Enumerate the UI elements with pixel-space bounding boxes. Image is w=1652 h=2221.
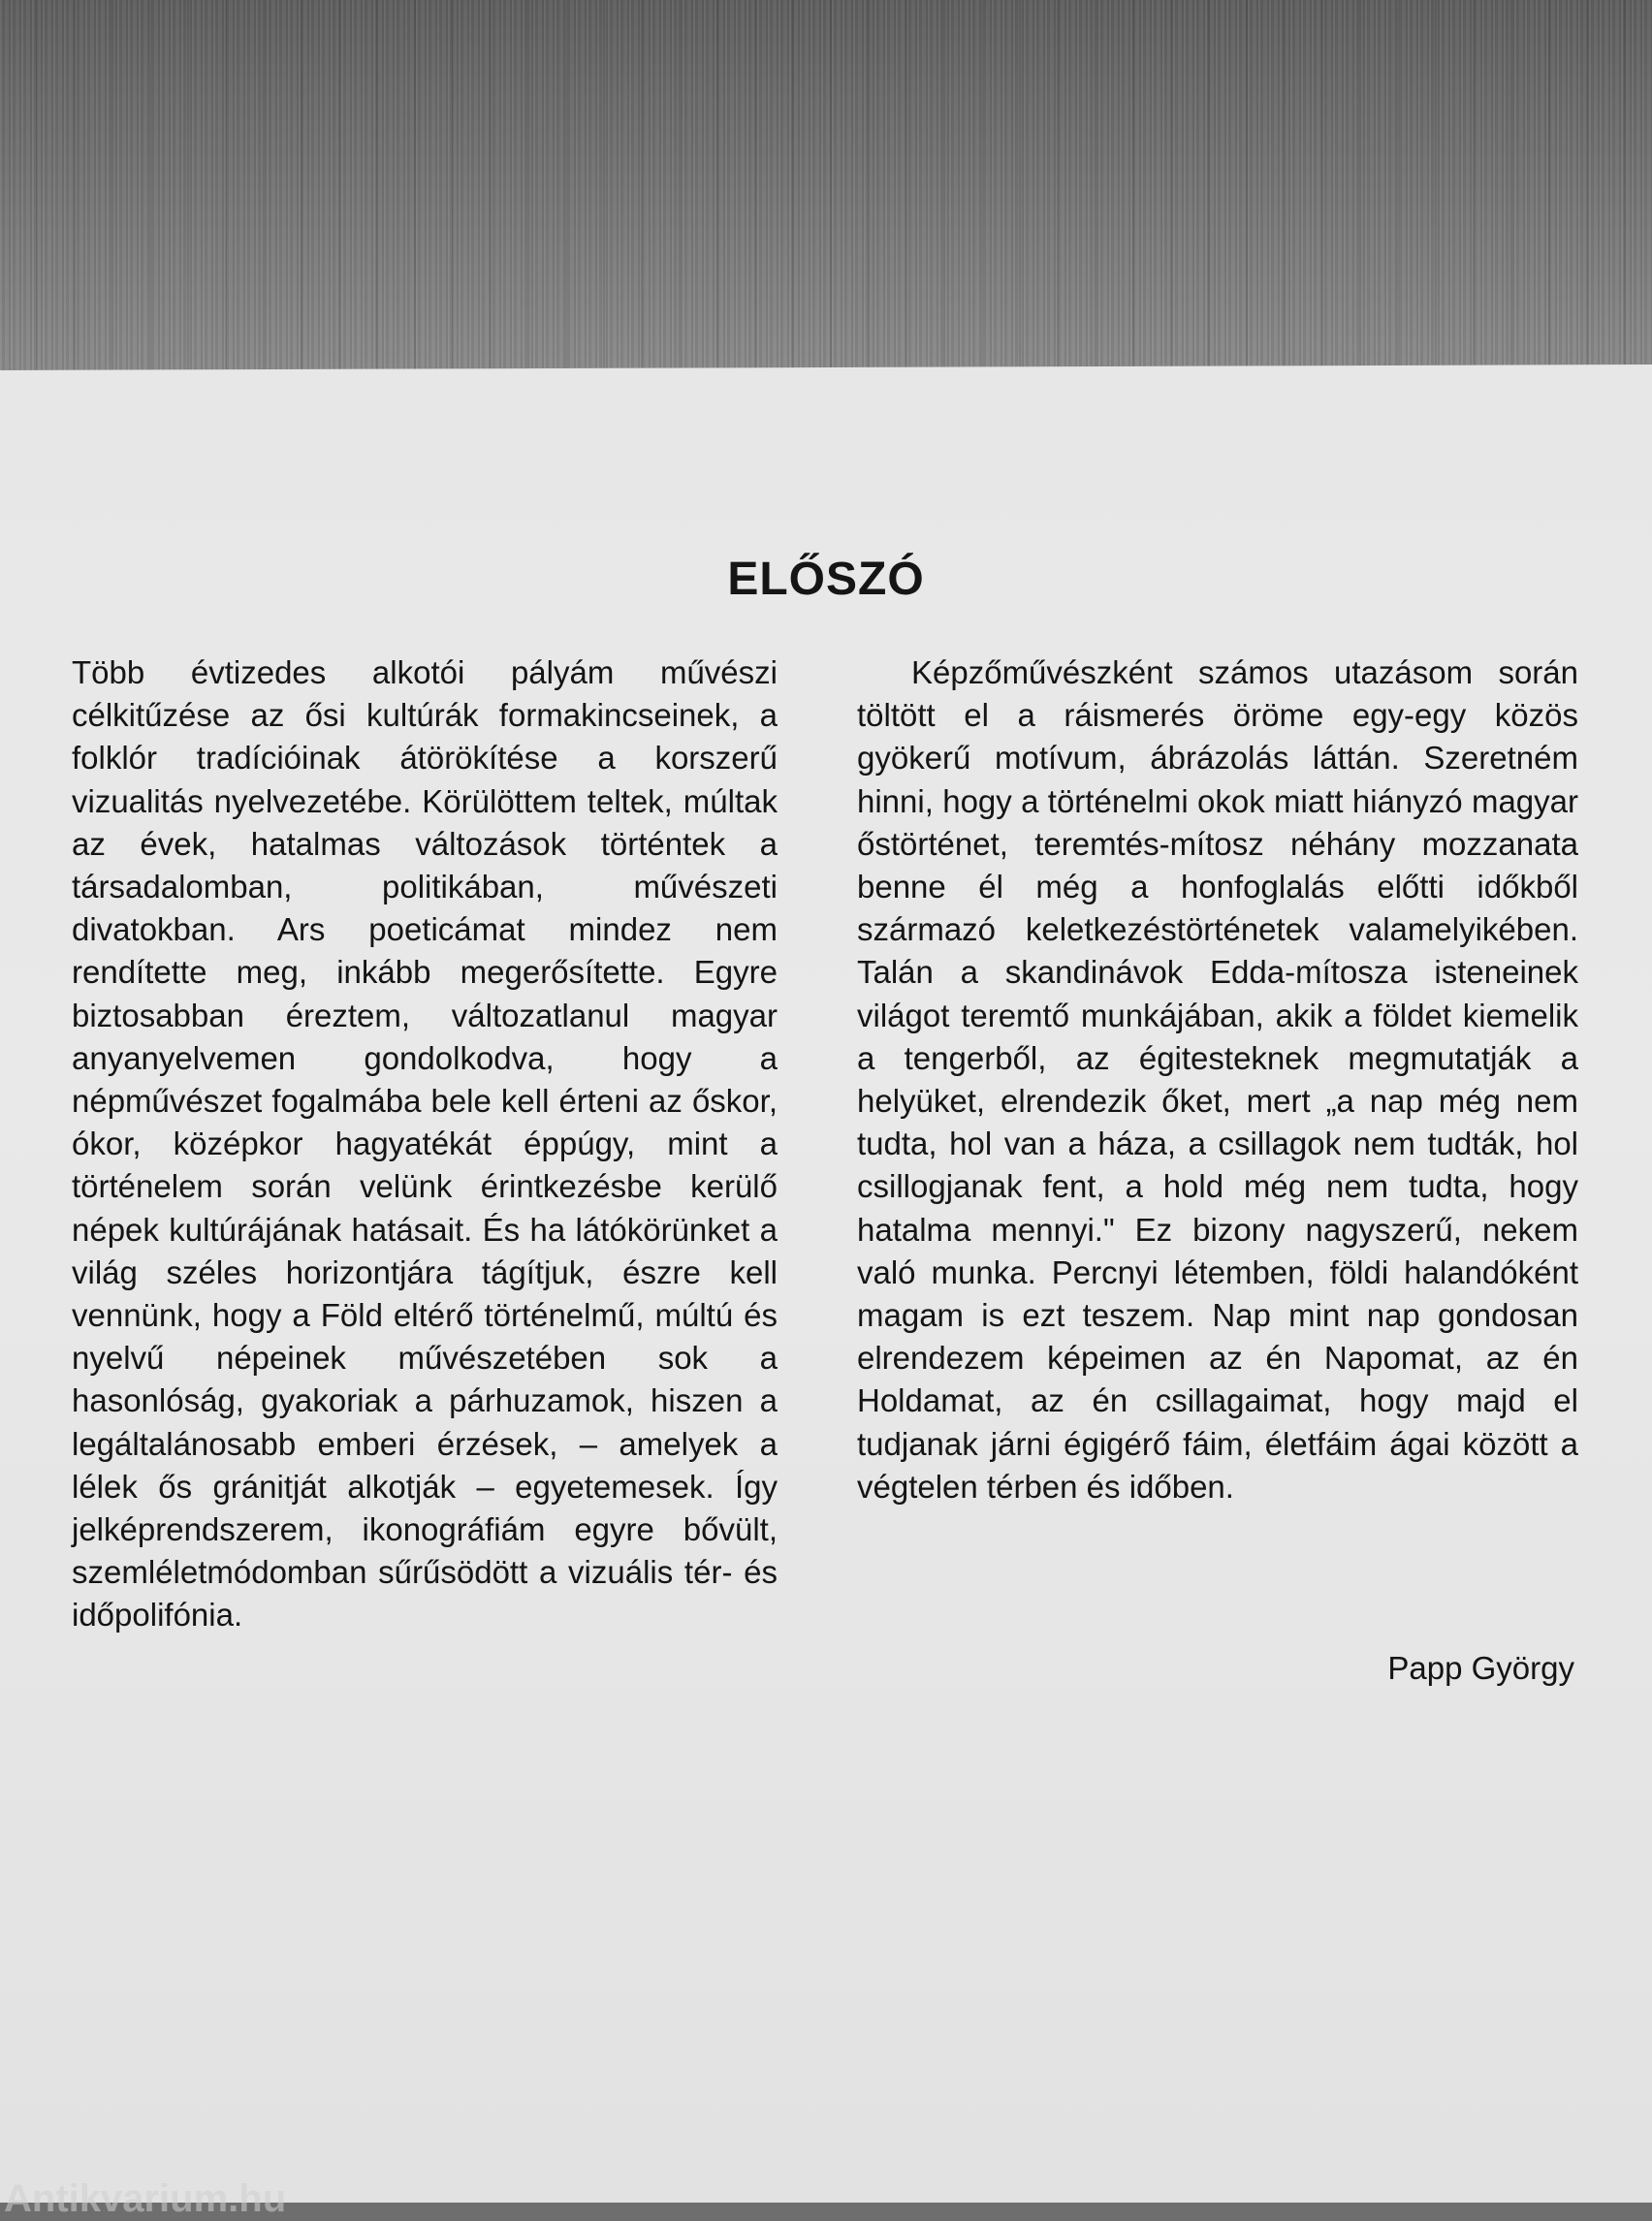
watermark-text: Antikvarium.hu xyxy=(4,2177,287,2220)
page-title: ELŐSZÓ xyxy=(727,554,925,605)
author-signature: Papp György xyxy=(1387,1650,1574,1686)
left-column-text: Több évtizedes alkotói pályám művészi célkitűzése az ősi kultúrák formakincseinek, a folklór tradícióinak átörökítése a korszerű vizualitás nyelvezetébe. Körülöttem teltek, múltak az évek, hatalmas változások történtek a társadalomban, politikában, művészeti divatokban. Ars poeticámat mindez nem rendítette meg, inkább megerősítette. Egyre biztosabban éreztem, változatlanul magyar anyanyelvemen gondolkodva, hogy a népművészet fogalmába bele kell érteni az őskor, ókor, középkor hagyatékát éppúgy, mint a történelem során velünk érintkezésbe kerülő népek kultúrájának hatásait. És ha látókörünket a világ széles horizontjára tágítjuk, észre kell vennünk, hogy a Föld eltérő történelmű, múltú és nyelvű népeinek művészetében sok a hasonlóság, gyakoriak a párhuzamok, hiszen a legáltalánosabb emberi érzések, – amelyek a lélek ős gránitját alkotják – egyetemesek. Így jelképrendszerem, ikonográfiám egyre bővült, szemléletmódomban sűrűsödött a vizuális tér- és időpolifónia. xyxy=(72,654,778,1634)
right-column-text: Képzőművészként számos utazásom során töltött el a ráismerés öröme egy-egy közös gyökerű motívum, ábrázolás láttán. Szeretném hinni, hogy a történelmi okok miatt hiányzó magyar őstörténet, teremtés-mítosz néhány mozzanata benne él még a honfoglalás előtti időkből származó keletkezéstörténetek valamelyikében. Talán a skandinávok Edda-mítosza isteneinek világot teremtő munkájában, akik a földet kiemelik a tengerből, az égitesteknek megmutatják a helyüket, elrendezik őket, mert „a nap még nem tudta, hol van a háza, a csillagok nem tudták, hol csillogjanak fent, a hold még nem tudta, hogy hatalma mennyi." Ez bizony nagyszerű, nekem való munka. Percnyi létemben, földi halandóként magam is ezt teszem. Nap mint nap gondosan elrendezem képeimen az én Napomat, az én Holdamat, az én csillagaimat, hogy majd el tudjanak járni égigérő fáim, életfáim ágai között a végtelen térben és időben. xyxy=(857,654,1578,1505)
wood-background xyxy=(0,0,1652,378)
